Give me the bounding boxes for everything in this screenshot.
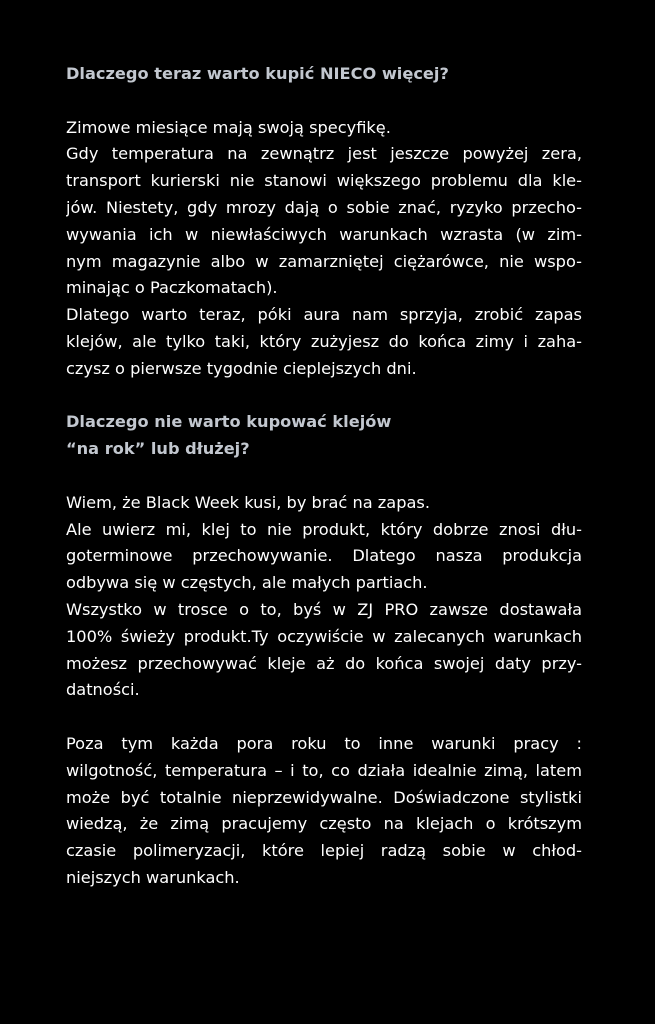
section-body-seasonal-conditions [66, 731, 582, 892]
section-body-why-buy-now [66, 115, 582, 383]
text-line: Ale uwierz mi, klej to nie produkt, który dobrze znosi dłu- [66, 519, 582, 539]
text-line: niejszych warunkach. [66, 867, 240, 887]
text-line: 100% świeży produkt.Ty oczywiście w zalecanych warunkach [66, 626, 582, 646]
text-line: możesz przechowywać kleje aż do końca swojej daty przy- [66, 653, 582, 673]
text-line: odbywa się w częstych, ale małych partiach. [66, 573, 428, 593]
text-line: transport kurierski nie stanowi większego problemu dla kle- [66, 171, 582, 191]
text-line: Zimowe miesiące mają swoją specyfikę. [66, 117, 391, 137]
text-line: czysz o pierwsze tygodnie cieplejszych dni. [66, 358, 417, 378]
spacer [66, 383, 582, 410]
text-line: Poza tym każda pora roku to inne warunki pracy : [66, 733, 582, 753]
spacer [66, 88, 582, 115]
text-line: jów. Niestety, gdy mrozy dają o sobie znać, ryzyko przecho- [66, 197, 582, 217]
text-line: minając o Paczkomatach). [66, 278, 278, 298]
text-line: datności. [66, 680, 140, 700]
text-line: Dlatego warto teraz, póki aura nam sprzyja, zrobić zapas [66, 305, 582, 325]
spacer [66, 704, 582, 731]
section-heading-why-not-stock-up-line1: Dlaczego nie warto kupować klejów [66, 412, 392, 432]
text-line: Gdy temperatura na zewnątrz jest jeszcze powyżej zera, [66, 144, 582, 164]
spacer [66, 463, 582, 490]
text-line: czasie polimeryzacji, które lepiej radzą sobie w chłod- [66, 841, 582, 861]
text-line: wilgotność, temperatura – i to, co działa idealnie zimą, latem [66, 760, 582, 780]
text-line: nym magazynie albo w zamarzniętej ciężarówce, nie wspo- [66, 251, 582, 271]
article [66, 61, 582, 892]
text-line: może być totalnie nieprzewidywalne. Doświadczone stylistki [66, 787, 582, 807]
section-body-why-not-stock-up [66, 490, 582, 704]
section-heading-why-not-stock-up-line2: “na rok” lub dłużej? [66, 439, 250, 459]
text-line: wiedzą, że zimą pracujemy często na klejach o krótszym [66, 814, 582, 834]
text-line: Wiem, że Black Week kusi, by brać na zapas. [66, 492, 430, 512]
text-line: goterminowe przechowywanie. Dlatego nasza produkcja [66, 546, 582, 566]
text-line: klejów, ale tylko taki, który zużyjesz do końca zimy i zaha- [66, 331, 582, 351]
text-line: Wszystko w trosce o to, byś w ZJ PRO zawsze dostawała [66, 599, 582, 619]
text-line: wywania ich w niewłaściwych warunkach wzrasta (w zim- [66, 224, 582, 244]
section-heading-why-buy-now: Dlaczego teraz warto kupić NIECO więcej? [66, 64, 449, 83]
